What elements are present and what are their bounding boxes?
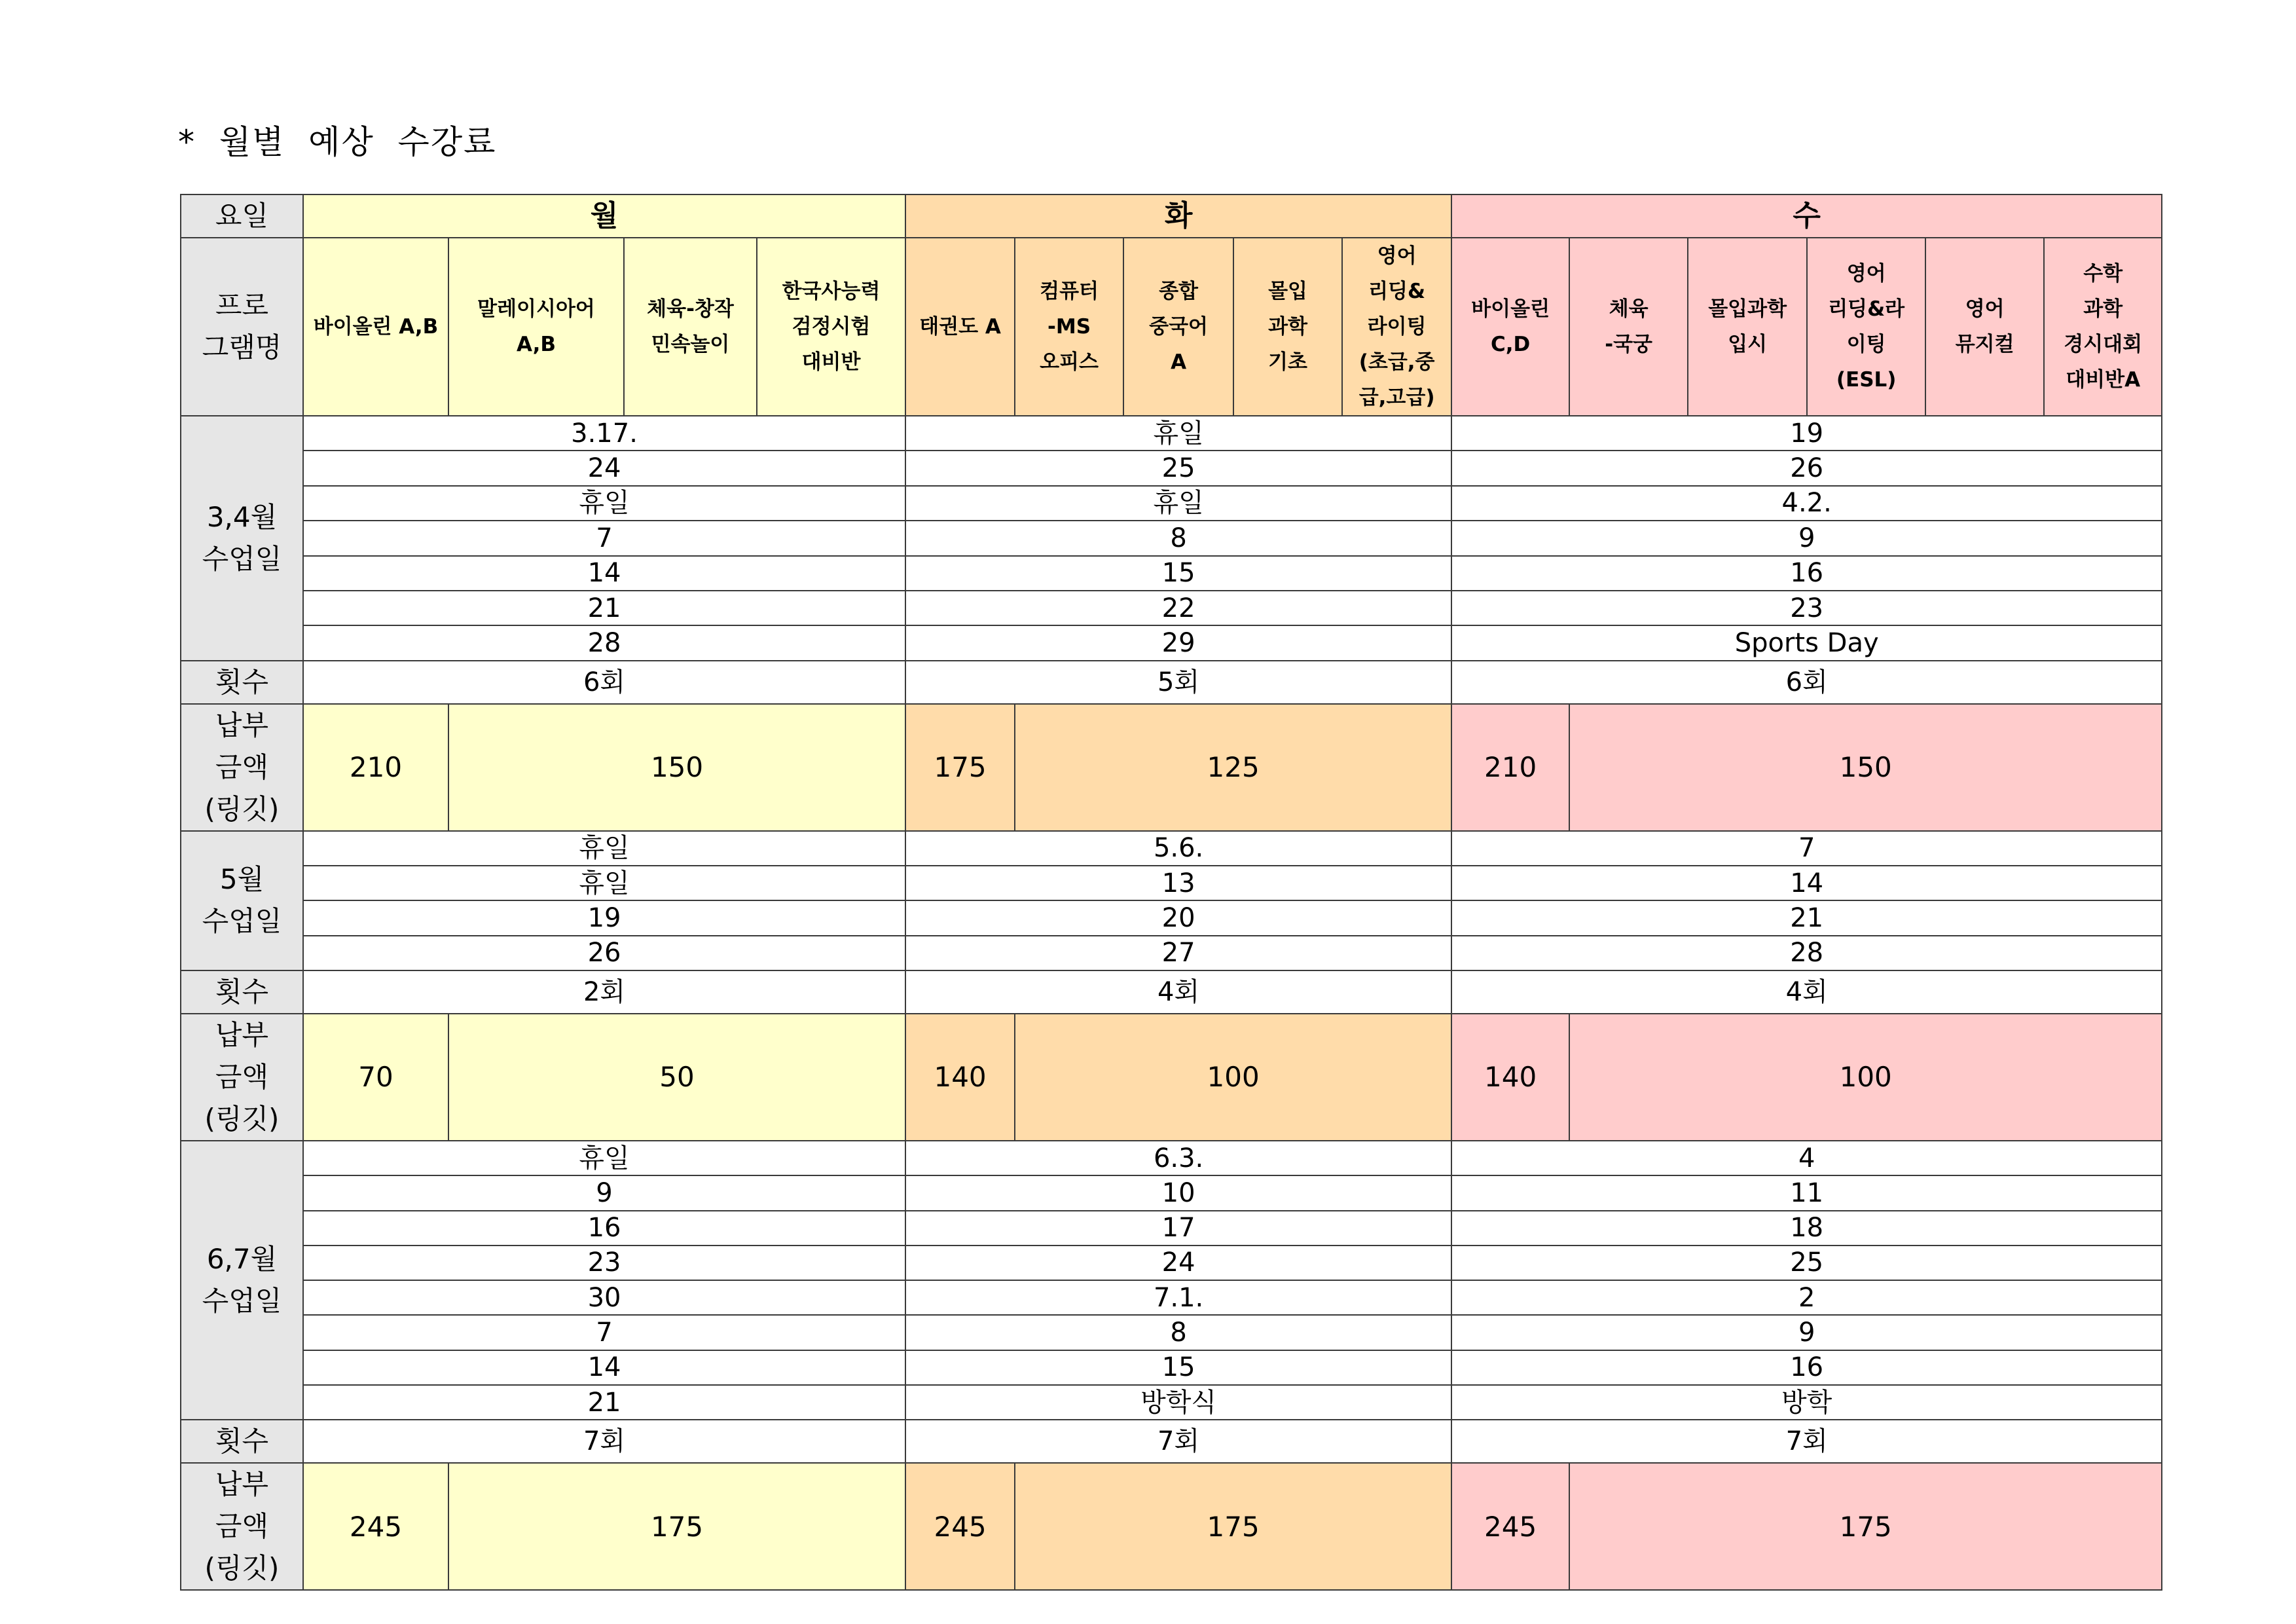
table-row: [181, 194, 2162, 238]
class-date-cell: 29: [905, 625, 1451, 660]
program-name-cell: [1342, 238, 1451, 416]
table-row: [181, 900, 2162, 935]
program-label-line: 그램명: [202, 331, 282, 363]
class-date-cell: 22: [905, 591, 1451, 625]
class-dates-label: [181, 416, 303, 661]
program-name-line: 영어: [1965, 297, 2005, 321]
program-name-cell: [1925, 238, 2044, 416]
class-dates-label: [181, 831, 303, 970]
class-date-cell: 24: [905, 1246, 1451, 1280]
day-label-cell: 요일: [181, 194, 303, 238]
class-date-cell: 14: [303, 556, 905, 591]
program-name-line: 뮤지컬: [1955, 333, 2014, 356]
table-row: [181, 704, 2162, 831]
session-count-label: 횟수: [181, 1420, 303, 1463]
class-date-cell: 15: [905, 1350, 1451, 1385]
class-date-cell: 8: [905, 521, 1451, 555]
class-date-cell: 휴일: [905, 416, 1451, 451]
class-date-cell: 15: [905, 556, 1451, 591]
class-date-cell: 21: [303, 591, 905, 625]
program-label-cell: [181, 238, 303, 416]
class-date-cell: 휴일: [905, 486, 1451, 521]
class-date-cell: 방학식: [905, 1385, 1451, 1420]
fee-amount-cell: 245: [1451, 1463, 1569, 1590]
table-row: [181, 1420, 2162, 1463]
program-name-line: 경시대회: [2064, 333, 2143, 356]
class-date-cell: 9: [303, 1175, 905, 1210]
program-name-cell: [1451, 238, 1569, 416]
fee-amount-cell: 175: [905, 704, 1015, 831]
program-name-line: 리딩&: [1368, 280, 1426, 303]
fee-label-line: (링깃): [204, 1552, 280, 1585]
fee-amount-cell: 175: [1569, 1463, 2162, 1590]
session-count-cell: 2회: [303, 970, 905, 1014]
program-name-line: 대비반A: [2066, 368, 2141, 392]
class-date-cell: 5.6.: [905, 831, 1451, 866]
monthly-fee-table: [180, 194, 2162, 1591]
session-count-cell: 7회: [303, 1420, 905, 1463]
program-name-line: 종합: [1159, 280, 1199, 303]
session-count-label: 횟수: [181, 661, 303, 704]
class-date-cell: 14: [1451, 866, 2162, 900]
document-title: * 월별 예상 수강료: [178, 123, 497, 161]
program-name-line: 급,고급): [1358, 386, 1435, 409]
program-name-line: 중국어: [1149, 315, 1208, 339]
class-date-cell: 7: [303, 521, 905, 555]
class-date-cell: 휴일: [303, 831, 905, 866]
class-date-cell: 8: [905, 1315, 1451, 1350]
program-name-line: 검정시험: [792, 315, 871, 339]
class-date-cell: 23: [1451, 591, 2162, 625]
fee-amount-cell: 125: [1015, 704, 1451, 831]
session-count-cell: 6회: [1451, 661, 2162, 704]
class-date-cell: 9: [1451, 521, 2162, 555]
class-date-cell: 19: [1451, 416, 2162, 451]
tuesday-header: 화: [905, 194, 1451, 238]
table-row: [181, 416, 2162, 451]
table-row: [181, 1246, 2162, 1280]
program-name-line: 태권도 A: [919, 315, 1001, 339]
class-dates-label-line: 수업일: [202, 905, 282, 938]
program-name-line: 입시: [1728, 333, 1768, 356]
program-name-cell: [905, 238, 1015, 416]
program-name-line: 바이올린 A,B: [313, 315, 439, 339]
class-date-cell: 17: [905, 1211, 1451, 1246]
program-name-line: -국궁: [1605, 333, 1653, 356]
class-date-cell: 28: [303, 625, 905, 660]
table-row: [181, 451, 2162, 485]
session-count-cell: 4회: [905, 970, 1451, 1014]
table-row: [181, 866, 2162, 900]
table-row: [181, 1463, 2162, 1590]
program-name-line: 리딩&라: [1828, 297, 1905, 321]
table-row: [181, 1014, 2162, 1141]
class-date-cell: 14: [303, 1350, 905, 1385]
program-name-line: (초급,중: [1358, 350, 1435, 374]
program-name-line: 수학: [2083, 262, 2123, 286]
program-name-line: (ESL): [1836, 368, 1897, 392]
session-count-cell: 5회: [905, 661, 1451, 704]
program-name-line: A: [1171, 350, 1187, 374]
program-name-line: 말레이시아어: [477, 297, 595, 321]
fee-amount-cell: 100: [1015, 1014, 1451, 1141]
fee-amount-cell: 70: [303, 1014, 448, 1141]
program-name-cell: [1688, 238, 1807, 416]
class-date-cell: 28: [1451, 936, 2162, 970]
table-row: [181, 936, 2162, 970]
table-row: [181, 970, 2162, 1014]
session-count-cell: 6회: [303, 661, 905, 704]
program-name-line: 라이팅: [1367, 315, 1427, 339]
class-dates-label-line: 수업일: [202, 542, 282, 575]
program-name-cell: [2044, 238, 2162, 416]
class-date-cell: 9: [1451, 1315, 2162, 1350]
class-dates-label-line: 5월: [219, 863, 264, 896]
class-date-cell: 방학: [1451, 1385, 2162, 1420]
table-row: [181, 1350, 2162, 1385]
class-date-cell: 휴일: [303, 1141, 905, 1175]
fee-amount-cell: 210: [1451, 704, 1569, 831]
fee-amount-cell: 245: [303, 1463, 448, 1590]
fee-amount-cell: 175: [1015, 1463, 1451, 1590]
monday-header: 월: [303, 194, 905, 238]
table-row: [181, 556, 2162, 591]
class-date-cell: 7.1.: [905, 1280, 1451, 1315]
fee-label-line: 납부: [215, 709, 269, 741]
class-date-cell: 6.3.: [905, 1141, 1451, 1175]
fee-label-line: 납부: [215, 1018, 269, 1051]
fee-amount-cell: 210: [303, 704, 448, 831]
program-name-line: 이팅: [1846, 333, 1886, 356]
table-row: [181, 591, 2162, 625]
class-date-cell: 휴일: [303, 486, 905, 521]
wednesday-header: 수: [1451, 194, 2162, 238]
program-name-line: 영어: [1846, 262, 1886, 286]
program-name-cell: [1233, 238, 1342, 416]
class-date-cell: 25: [905, 451, 1451, 485]
class-date-cell: 18: [1451, 1211, 2162, 1246]
program-name-cell: [624, 238, 757, 416]
program-name-line: 체육-창작: [647, 297, 734, 321]
class-date-cell: 20: [905, 900, 1451, 935]
fee-amount-cell: 150: [448, 704, 905, 831]
fee-label-line: 금액: [215, 1510, 269, 1543]
program-name-line: 영어: [1377, 244, 1417, 268]
class-date-cell: 7: [303, 1315, 905, 1350]
fee-amount-cell: 140: [905, 1014, 1015, 1141]
class-date-cell: 21: [1451, 900, 2162, 935]
program-name-line: -MS: [1048, 315, 1091, 339]
class-date-cell: 26: [303, 936, 905, 970]
program-name-line: 컴퓨터: [1040, 280, 1099, 303]
program-name-line: 몰입: [1268, 280, 1308, 303]
class-date-cell: 4: [1451, 1141, 2162, 1175]
program-name-cell: [1123, 238, 1233, 416]
program-name-line: A,B: [517, 333, 556, 356]
program-name-cell: [1569, 238, 1688, 416]
program-name-cell: [1807, 238, 1925, 416]
session-count-cell: 4회: [1451, 970, 2162, 1014]
program-name-line: 오피스: [1040, 350, 1099, 374]
class-date-cell: 10: [905, 1175, 1451, 1210]
program-name-cell: [757, 238, 905, 416]
table-row: [181, 521, 2162, 555]
program-name-cell: [1015, 238, 1123, 416]
fee-amount-cell: 140: [1451, 1014, 1569, 1141]
program-name-line: 기초: [1268, 350, 1308, 374]
table-row: [181, 1175, 2162, 1210]
program-name-line: 과학: [1268, 315, 1308, 339]
table-row: [181, 831, 2162, 866]
class-date-cell: 16: [1451, 556, 2162, 591]
fee-amount-cell: 100: [1569, 1014, 2162, 1141]
class-dates-label-line: 수업일: [202, 1285, 282, 1318]
fee-label-line: 금액: [215, 750, 269, 783]
class-date-cell: 16: [1451, 1350, 2162, 1385]
class-date-cell: 25: [1451, 1246, 2162, 1280]
class-date-cell: 3.17.: [303, 416, 905, 451]
class-date-cell: Sports Day: [1451, 625, 2162, 660]
fee-amount-cell: 245: [905, 1463, 1015, 1590]
program-name-line: 몰입과학: [1708, 297, 1787, 321]
class-date-cell: 23: [303, 1246, 905, 1280]
table-row: [181, 1211, 2162, 1246]
fee-label: [181, 1463, 303, 1590]
class-date-cell: 2: [1451, 1280, 2162, 1315]
fee-amount-cell: 175: [448, 1463, 905, 1590]
program-name-line: 바이올린: [1471, 297, 1550, 321]
table-row: [181, 661, 2162, 704]
table-row: [181, 1280, 2162, 1315]
class-date-cell: 26: [1451, 451, 2162, 485]
class-date-cell: 13: [905, 866, 1451, 900]
session-count-label: 횟수: [181, 970, 303, 1014]
program-name-cell: [303, 238, 448, 416]
class-date-cell: 21: [303, 1385, 905, 1420]
program-name-line: 체육: [1609, 297, 1649, 321]
fee-amount-cell: 150: [1569, 704, 2162, 831]
class-dates-label-line: 6,7월: [206, 1243, 278, 1276]
session-count-cell: 7회: [905, 1420, 1451, 1463]
table-row: [181, 238, 2162, 416]
class-date-cell: 휴일: [303, 866, 905, 900]
table-row: [181, 486, 2162, 521]
program-name-cell: [448, 238, 624, 416]
fee-amount-cell: 50: [448, 1014, 905, 1141]
class-date-cell: 19: [303, 900, 905, 935]
class-date-cell: 16: [303, 1211, 905, 1246]
class-dates-label: [181, 1141, 303, 1420]
session-count-cell: 7회: [1451, 1420, 2162, 1463]
table-row: [181, 1315, 2162, 1350]
fee-label-line: (링깃): [204, 792, 280, 825]
class-date-cell: 11: [1451, 1175, 2162, 1210]
fee-label: [181, 704, 303, 831]
fee-label-line: 금액: [215, 1060, 269, 1093]
table-row: [181, 625, 2162, 660]
class-date-cell: 30: [303, 1280, 905, 1315]
table-row: [181, 1141, 2162, 1175]
class-dates-label-line: 3,4월: [206, 500, 278, 533]
fee-label-line: 납부: [215, 1468, 269, 1501]
program-name-line: C,D: [1491, 333, 1531, 356]
class-date-cell: 4.2.: [1451, 486, 2162, 521]
program-name-line: 한국사능력: [782, 280, 881, 303]
program-name-line: 대비반: [801, 350, 861, 374]
class-date-cell: 27: [905, 936, 1451, 970]
fee-label: [181, 1014, 303, 1141]
program-label-line: 프로: [215, 289, 269, 322]
table-row: [181, 1385, 2162, 1420]
program-name-line: 과학: [2083, 297, 2123, 321]
class-date-cell: 7: [1451, 831, 2162, 866]
program-name-line: 민속놀이: [651, 333, 730, 356]
class-date-cell: 24: [303, 451, 905, 485]
fee-label-line: (링깃): [204, 1102, 280, 1135]
